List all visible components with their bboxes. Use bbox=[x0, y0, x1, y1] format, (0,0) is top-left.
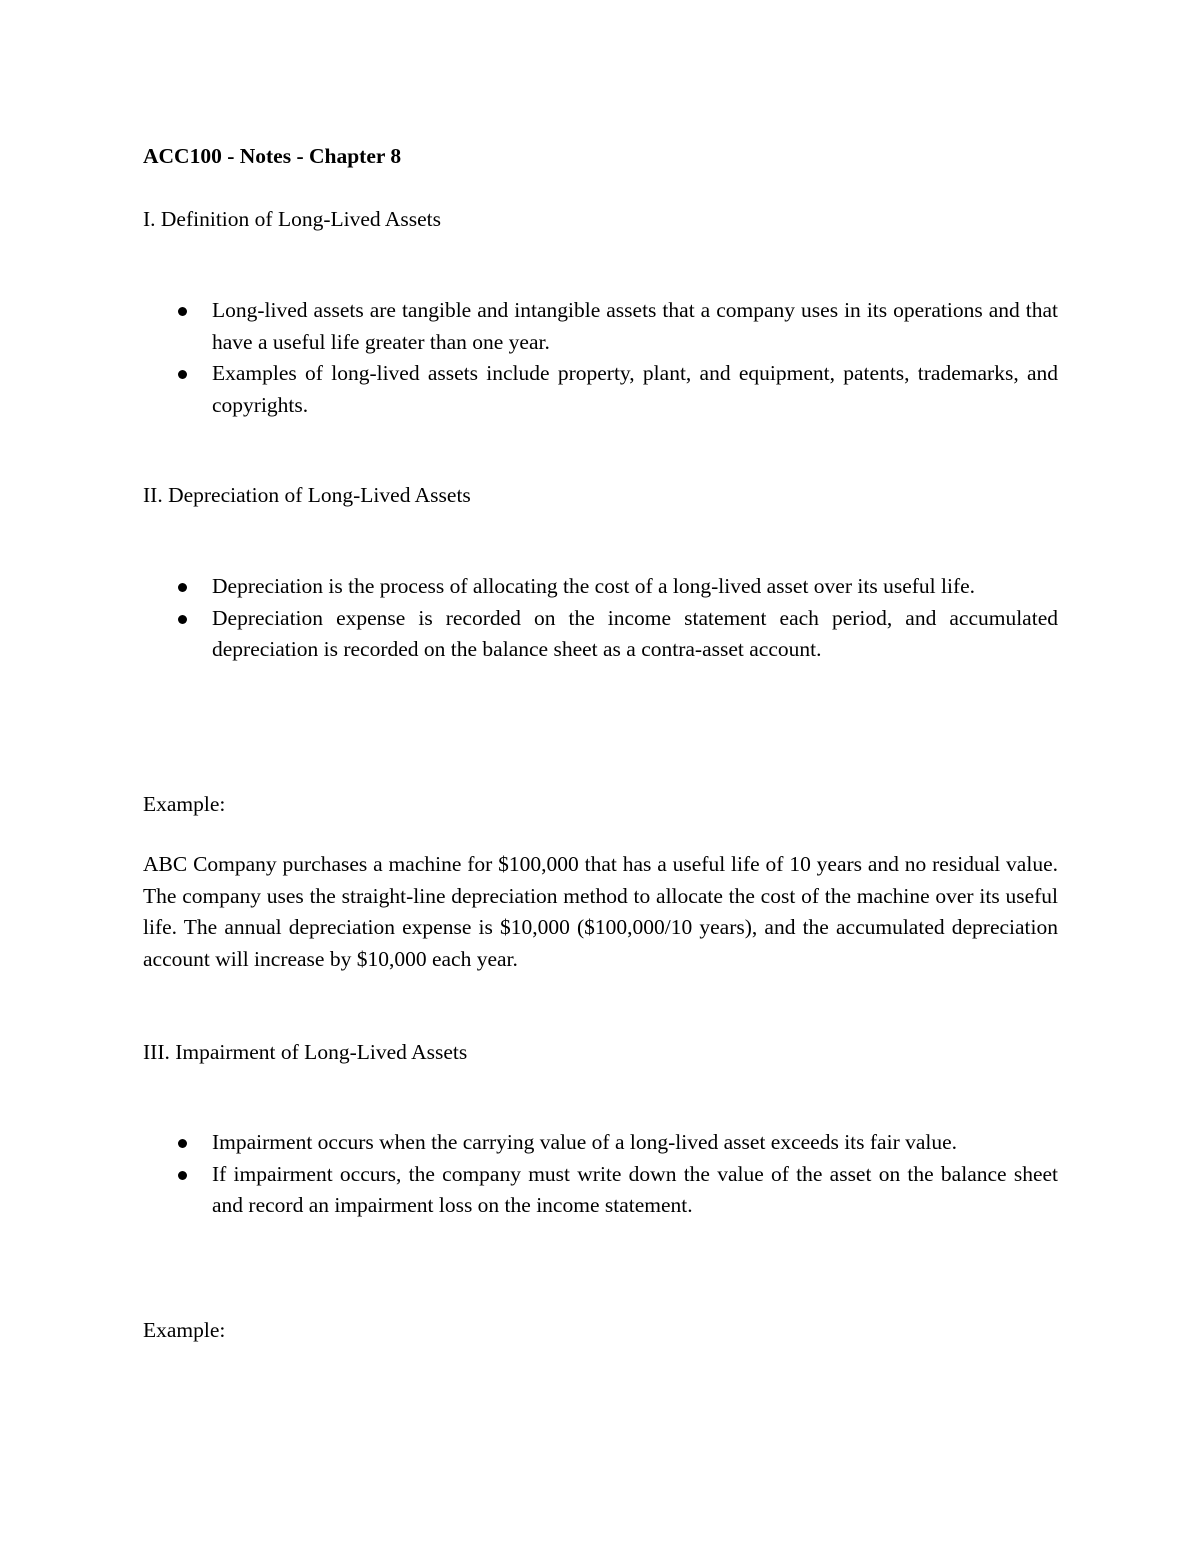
bullet-icon bbox=[178, 1171, 187, 1180]
list-item-text: Depreciation is the process of allocating the cost of a long-lived asset over its useful life. bbox=[212, 574, 976, 598]
list-item-text: Long-lived assets are tangible and intangible assets that a company uses in its operations and that have a useful life greater than one year. bbox=[212, 298, 1058, 354]
bullet-list-impairment bbox=[0, 1127, 1200, 1222]
list-item-text: Impairment occurs when the carrying value of a long-lived asset exceeds its fair value. bbox=[212, 1130, 958, 1154]
section-heading-impairment: III. Impairment of Long-Lived Assets bbox=[143, 1040, 468, 1064]
section-heading-depreciation: II. Depreciation of Long-Lived Assets bbox=[143, 483, 471, 507]
list-item bbox=[0, 1127, 1200, 1159]
bullet-icon bbox=[178, 615, 187, 624]
list-item bbox=[0, 603, 1200, 666]
example-label-depreciation: Example: bbox=[143, 792, 226, 816]
list-item bbox=[0, 358, 1200, 421]
list-item-text: Examples of long-lived assets include property, plant, and equipment, patents, trademarks, and copyrights. bbox=[212, 361, 1058, 417]
list-item-text: Depreciation expense is recorded on the income statement each period, and accumulated depreciation is recorded on the balance sheet as a contra-asset account. bbox=[212, 605, 1058, 661]
bullet-list-definition bbox=[0, 295, 1200, 421]
bullet-list-depreciation bbox=[0, 571, 1200, 666]
page-title: ACC100 - Notes - Chapter 8 bbox=[143, 144, 402, 168]
bullet-icon bbox=[178, 370, 187, 379]
bullet-icon bbox=[178, 583, 187, 592]
list-item bbox=[0, 295, 1200, 358]
bullet-icon bbox=[178, 307, 187, 316]
list-item-text: If impairment occurs, the company must write down the value of the asset on the balance sheet and record an impairment loss on the income statement. bbox=[212, 1161, 1058, 1217]
bullet-icon bbox=[178, 1139, 187, 1148]
list-item bbox=[0, 571, 1200, 603]
example-label-impairment: Example: bbox=[143, 1318, 226, 1342]
example-paragraph-depreciation: ABC Company purchases a machine for $100,000 that has a useful life of 10 years and no residual value. The company uses the straight-line depreciation method to allocate the cost of the machine over its useful life. The annual depreciation expense is $10,000 ($100,000/10 years), and the accumulated depreciation account will increase by $10,000 each year. bbox=[143, 852, 1058, 971]
section-heading-definition: I. Definition of Long-Lived Assets bbox=[143, 207, 441, 231]
list-item bbox=[0, 1159, 1200, 1222]
